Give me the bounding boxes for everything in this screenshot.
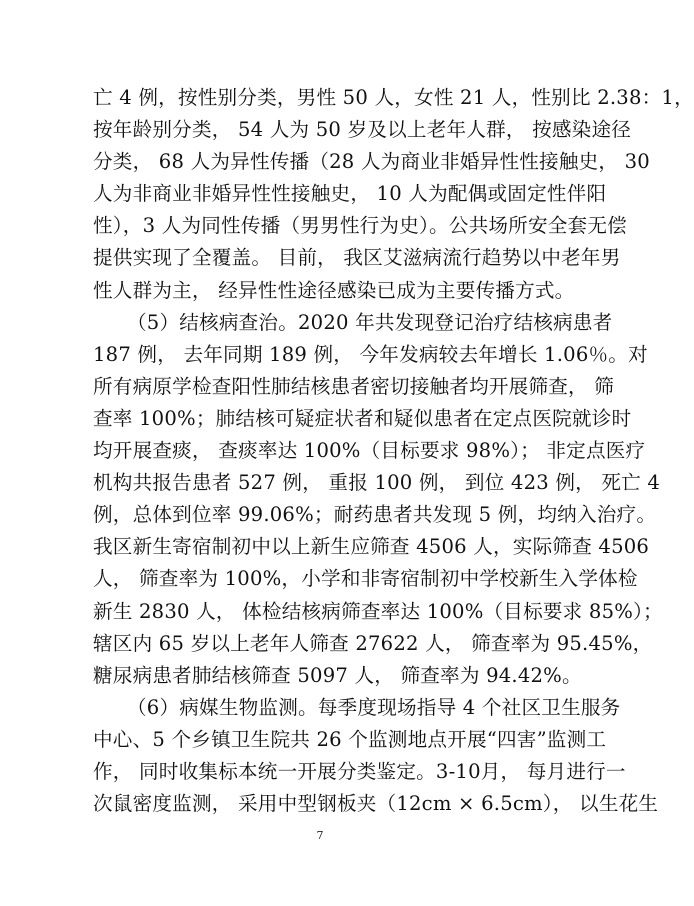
text-line: 分类， 68 人为异性传播（28 人为商业非婚异性性接触史， 30 [93,150,650,174]
text-line: 例，总体到位率 99.06%；耐药患者共发现 5 例，均纳入治疗。 [93,503,657,527]
text-line: 我区新生寄宿制初中以上新生应筛查 4506 人，实际筛查 4506 [93,535,650,559]
paragraph-vector-section [93,692,659,820]
text-line: 次鼠密度监测， 采用中型钢板夹（12cm × 6.5cm）， 以生花生 [93,792,659,816]
paragraph-aids-continued [93,82,694,307]
text-line: 查率 100%；肺结核可疑症状者和疑似患者在定点医院就诊时 [93,406,632,430]
text-line: 性人群为主， 经异性性途径感染已成为主要传播方式。 [93,278,575,302]
text-line: 机构共报告患者 527 例， 重报 100 例， 到位 423 例， 死亡 4 [93,471,661,495]
text-line: 作， 同时收集标本统一开展分类鉴定。3-10月， 每月进行一 [93,759,626,783]
text-line: 人为非商业非婚异性性接触史， 10 人为配偶或固定性伴阳 [93,182,607,206]
text-line: 新生 2830 人， 体检结核病筛查率达 100%（目标要求 85%）； [93,599,663,623]
text-line: 均开展查痰， 查痰率达 100%（目标要求 98%）； 非定点医疗 [93,439,646,463]
text-line: 性），3 人为同性传播（男男性行为史）。公共场所安全套无偿 [93,214,627,238]
text-line: 所有病原学检查阳性肺结核患者密切接触者均开展筛查， 筛 [93,374,615,398]
document-body [93,82,694,820]
text-line: 亡 4 例，按性别分类，男性 50 人，女性 21 人，性别比 2.38：1， [93,86,694,109]
text-line: 187 例， 去年同期 189 例， 今年发病较去年增长 1.06％。对 [93,342,648,366]
text-line: 中心、5 个乡镇卫生院共 26 个监测地点开展“四害”监测工 [93,727,607,751]
text-line: 人， 筛查率为 100%，小学和非寄宿制初中学校新生入学体检 [93,567,638,591]
page-number: 7 [316,829,324,842]
text-line: 糖尿病患者肺结核筛查 5097 人， 筛查率为 94.42%。 [93,663,582,687]
paragraph-tb-section [93,307,663,692]
section-heading-line: （5）结核病查治。2020 年共发现登记治疗结核病患者 [127,310,613,334]
text-line: 按年龄别分类， 54 人为 50 岁及以上老年人群， 按感染途径 [93,118,632,142]
text-line: 提供实现了全覆盖。 目前， 我区艾滋病流行趋势以中老年男 [93,246,621,270]
text-line: 辖区内 65 岁以上老年人筛查 27622 人， 筛查率为 95.45%， [93,631,653,655]
section-heading-line: （6）病媒生物监测。每季度现场指导 4 个社区卫生服务 [127,695,621,719]
